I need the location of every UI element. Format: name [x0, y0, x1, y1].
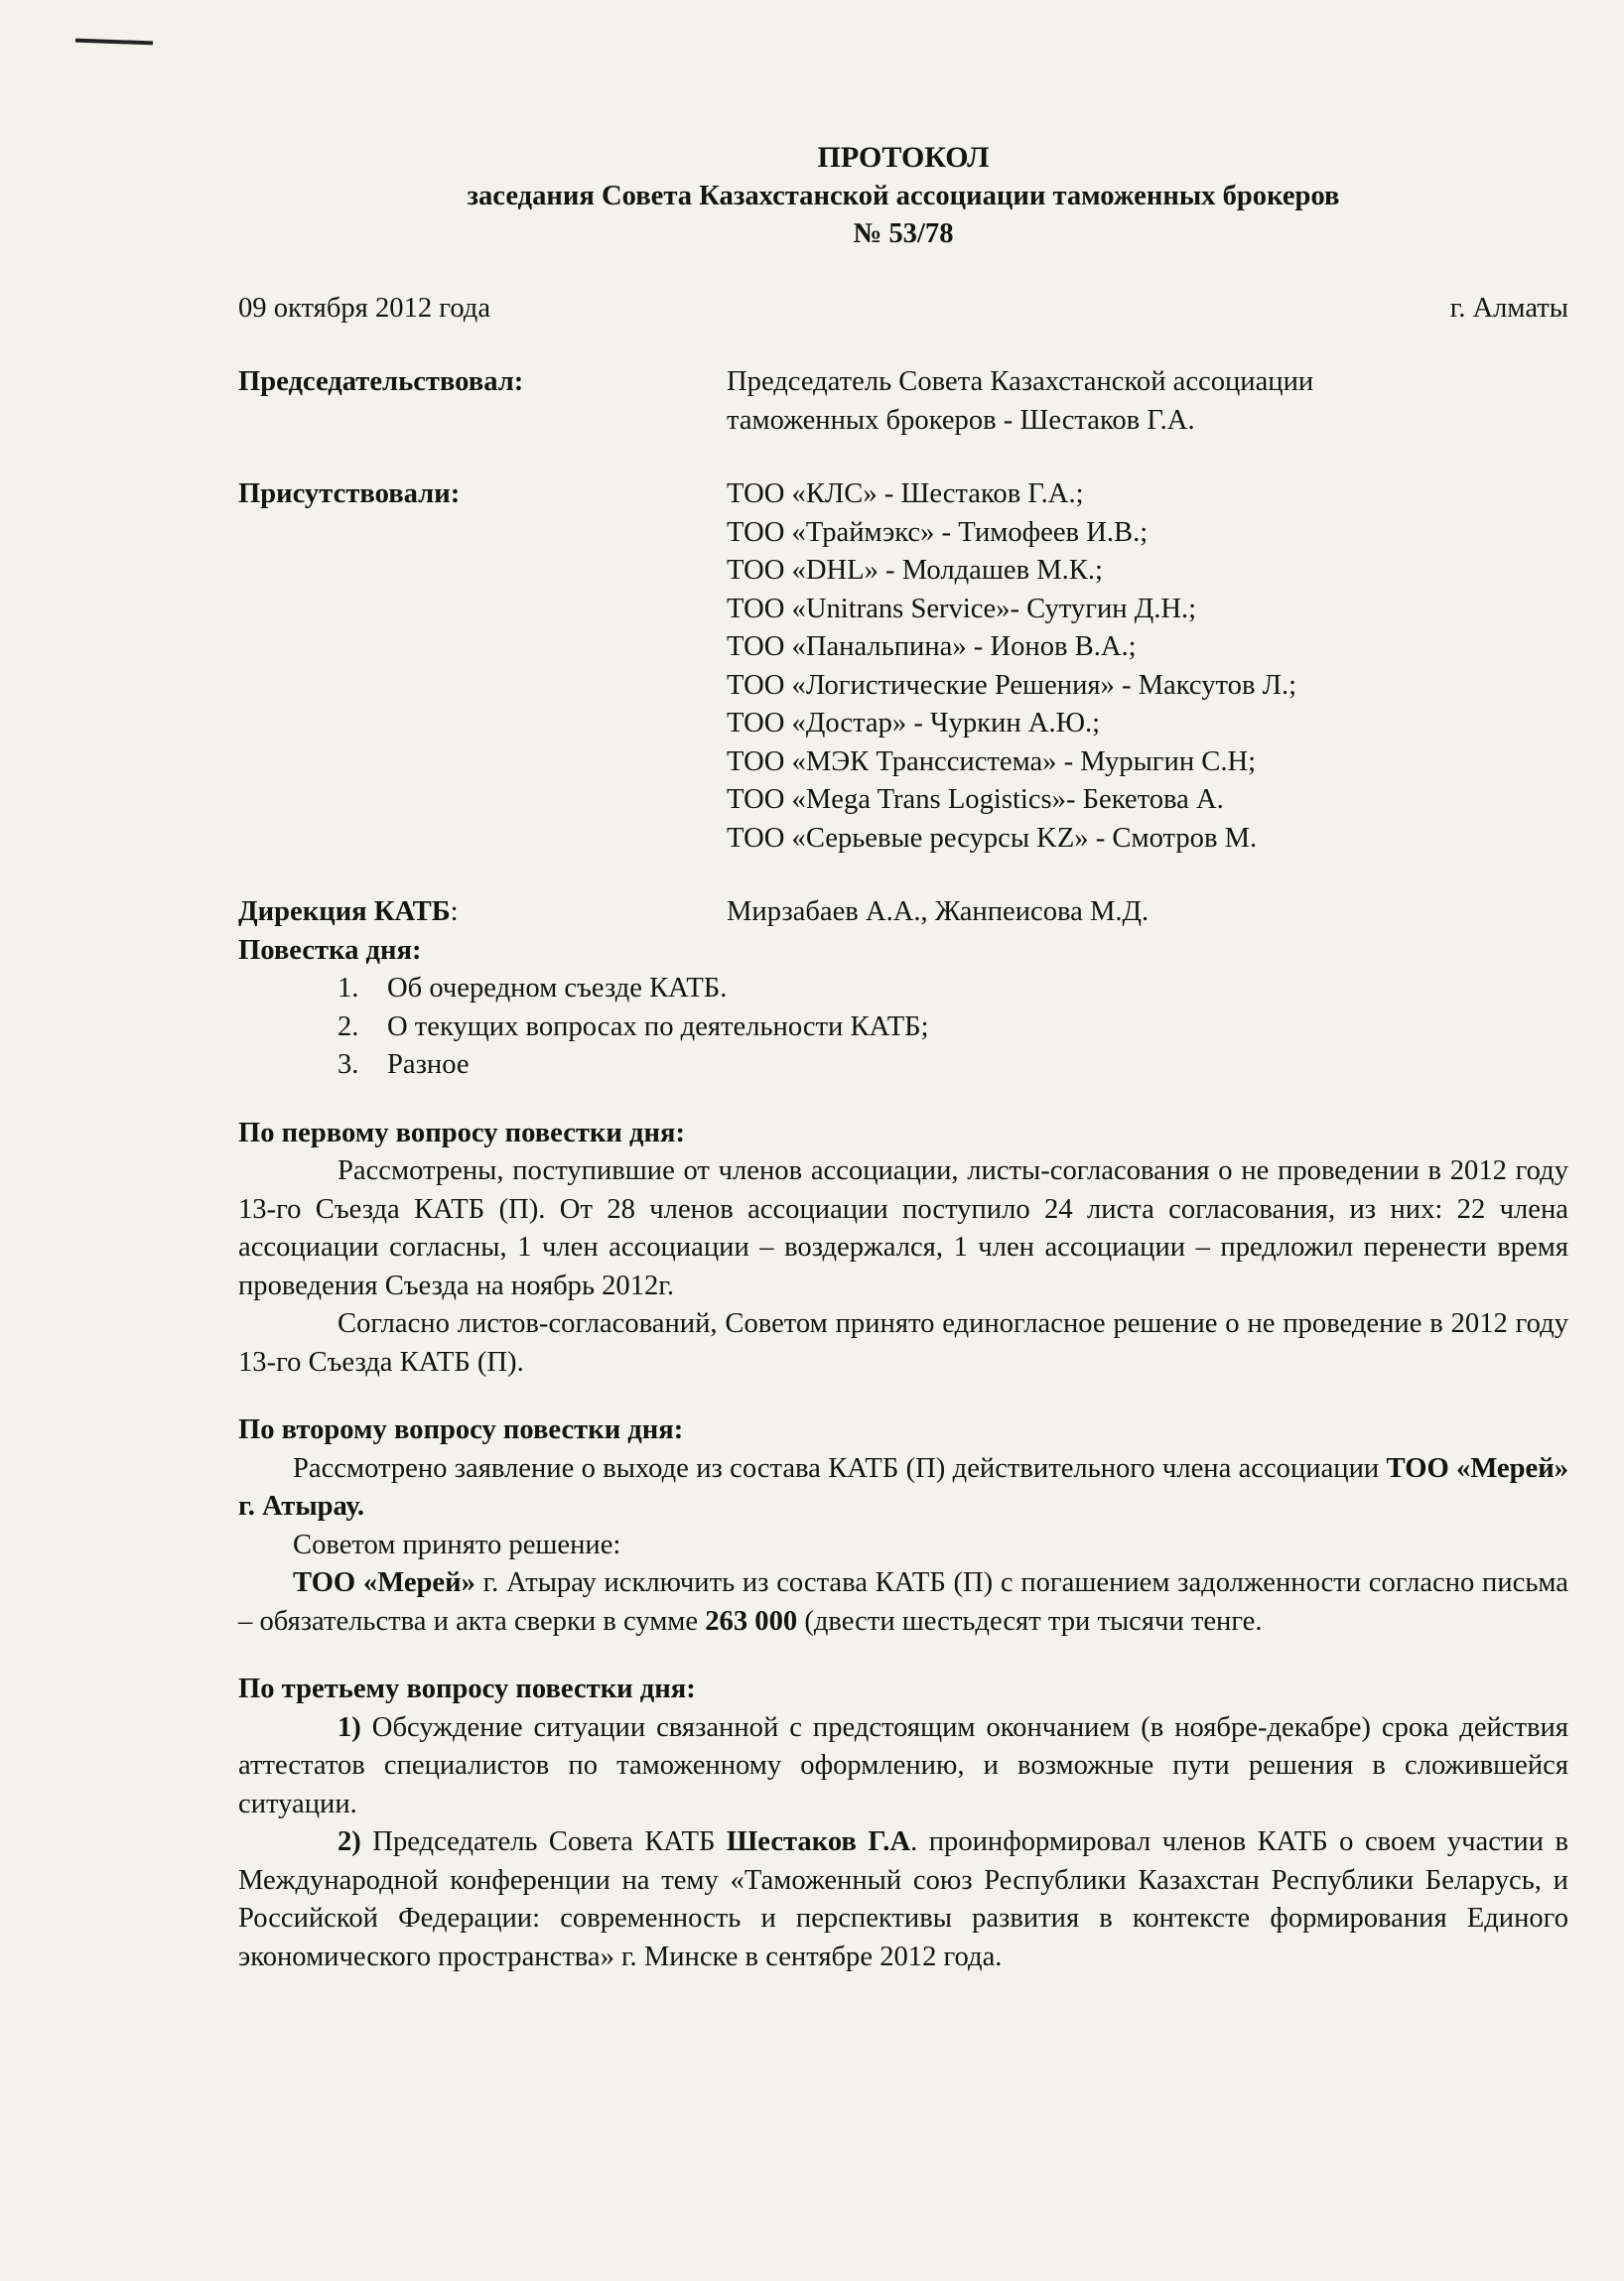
attendee: ТОО «Mega Trans Logistics»- Бекетова А.: [727, 784, 1224, 815]
doc-date: 09 октября 2012 года: [238, 292, 491, 324]
agenda-item: 2. О текущих вопросах по деятельности КАТБ;: [338, 1010, 929, 1042]
scan-mark: [75, 39, 153, 46]
doc-title: ПРОТОКОЛ: [817, 141, 990, 174]
q3-item-2: 2) Председатель Совета КАТБ Шестаков Г.А. проинформировал членов КАТБ о своем участии в Международной конференции на тему «Таможенный союз Республики Казахстан Республики Беларусь, и Российской Федерации: современность и перспективы развития в контексте формирования Единого экономического пространства» г. Минске в сентябре 2012 года.: [238, 1826, 1568, 1972]
document-page: [238, 139, 1568, 1976]
q2-paragraph: Рассмотрено заявление о выходе из состава КАТБ (П) действительного члена ассоциации ТОО «Мерей» г. Атырау.: [238, 1452, 1568, 1522]
attendee: ТОО «МЭК Транссистема» - Мурыгин С.Н;: [727, 745, 1257, 777]
doc-city: г. Алматы: [1449, 292, 1568, 324]
q2-decision: ТОО «Мерей» г. Атырау исключить из состава КАТБ (П) с погашением задолженности согласно письма – обязательства и акта сверки в сумме 263 000 (двести шестьдесят три тысячи тенге.: [238, 1567, 1568, 1637]
agenda-label: Повестка дня:: [238, 934, 422, 966]
attendees-list: [727, 475, 1568, 858]
attendee: ТОО «DHL» - Молдашев М.К.;: [727, 555, 1103, 586]
attendee: ТОО «Логистические Решения» - Максутов Л.;: [727, 669, 1297, 701]
q2-decision-intro: Советом принято решение:: [293, 1529, 621, 1560]
agenda-item: 3. Разное: [338, 1049, 470, 1080]
q3-heading: По третьему вопросу повестки дня:: [238, 1674, 696, 1704]
attendee: ТОО «Траймэкс» - Тимофеев И.В.;: [727, 516, 1149, 548]
attendee: ТОО «Достар» - Чуркин А.Ю.;: [727, 708, 1101, 738]
attendees-section: [238, 475, 1568, 858]
attendee: ТОО «Серьевые ресурсы KZ» - Смотров М.: [727, 822, 1258, 854]
attendee: ТОО «Панальпина» - Ионов В.А.;: [727, 631, 1137, 662]
chair-section: [238, 363, 1568, 440]
doc-number: № 53/78: [853, 218, 954, 249]
date-line: [238, 290, 1568, 329]
q2-heading: По второму вопросу повестки дня:: [238, 1414, 684, 1445]
agenda-list: [338, 970, 1568, 1085]
attendees-label: Присутствовали:: [238, 478, 461, 509]
attendee: ТОО «КЛС» - Шестаков Г.А.;: [727, 478, 1084, 509]
directorate-section: Дирекция КАТБ: Мирзабаев А.А., Жанпеисова М.Д.: [238, 893, 1568, 932]
agenda-item: 1. Об очередном съезде КАТБ.: [338, 973, 728, 1004]
q1-paragraph: Рассмотрены, поступившие от членов ассоциации, листы-согласования о не проведении в 2012 году 13-го Съезда КАТБ (П). От 28 членов ассоциации поступило 24 листа согласования, из них: 22 члена ассоциации согласны, 1 член ассоциации – воздержался, 1 член ассоциации – предложил перенести время проведения Съезда на ноябрь 2012г.: [238, 1155, 1568, 1301]
directorate-label: Дирекция КАТБ: [238, 896, 451, 927]
chair-line: таможенных брокеров - Шестаков Г.А.: [727, 404, 1195, 436]
q1-heading: По первому вопросу повестки дня:: [238, 1117, 685, 1148]
chair-label: Председательствовал:: [238, 366, 524, 397]
q3-item-1: 1) Обсуждение ситуации связанной с предстоящим окончанием (в ноябре-декабре) срока действия аттестатов специалистов по таможенному оформлению, и возможные пути решения в сложившейся ситуации.: [238, 1711, 1568, 1819]
directorate-value: Мирзабаев А.А., Жанпеисова М.Д.: [727, 896, 1150, 927]
attendee: ТОО «Unitrans Service»- Сутугин Д.Н.;: [727, 593, 1197, 624]
doc-subtitle: заседания Совета Казахстанской ассоциации таможенных брокеров: [467, 180, 1340, 211]
chair-line: Председатель Совета Казахстанской ассоциации: [727, 366, 1314, 397]
q1-decision: Согласно листов-согласований, Советом принято единогласное решение о не проведение в 2012 году 13-го Съезда КАТБ (П).: [238, 1308, 1568, 1378]
